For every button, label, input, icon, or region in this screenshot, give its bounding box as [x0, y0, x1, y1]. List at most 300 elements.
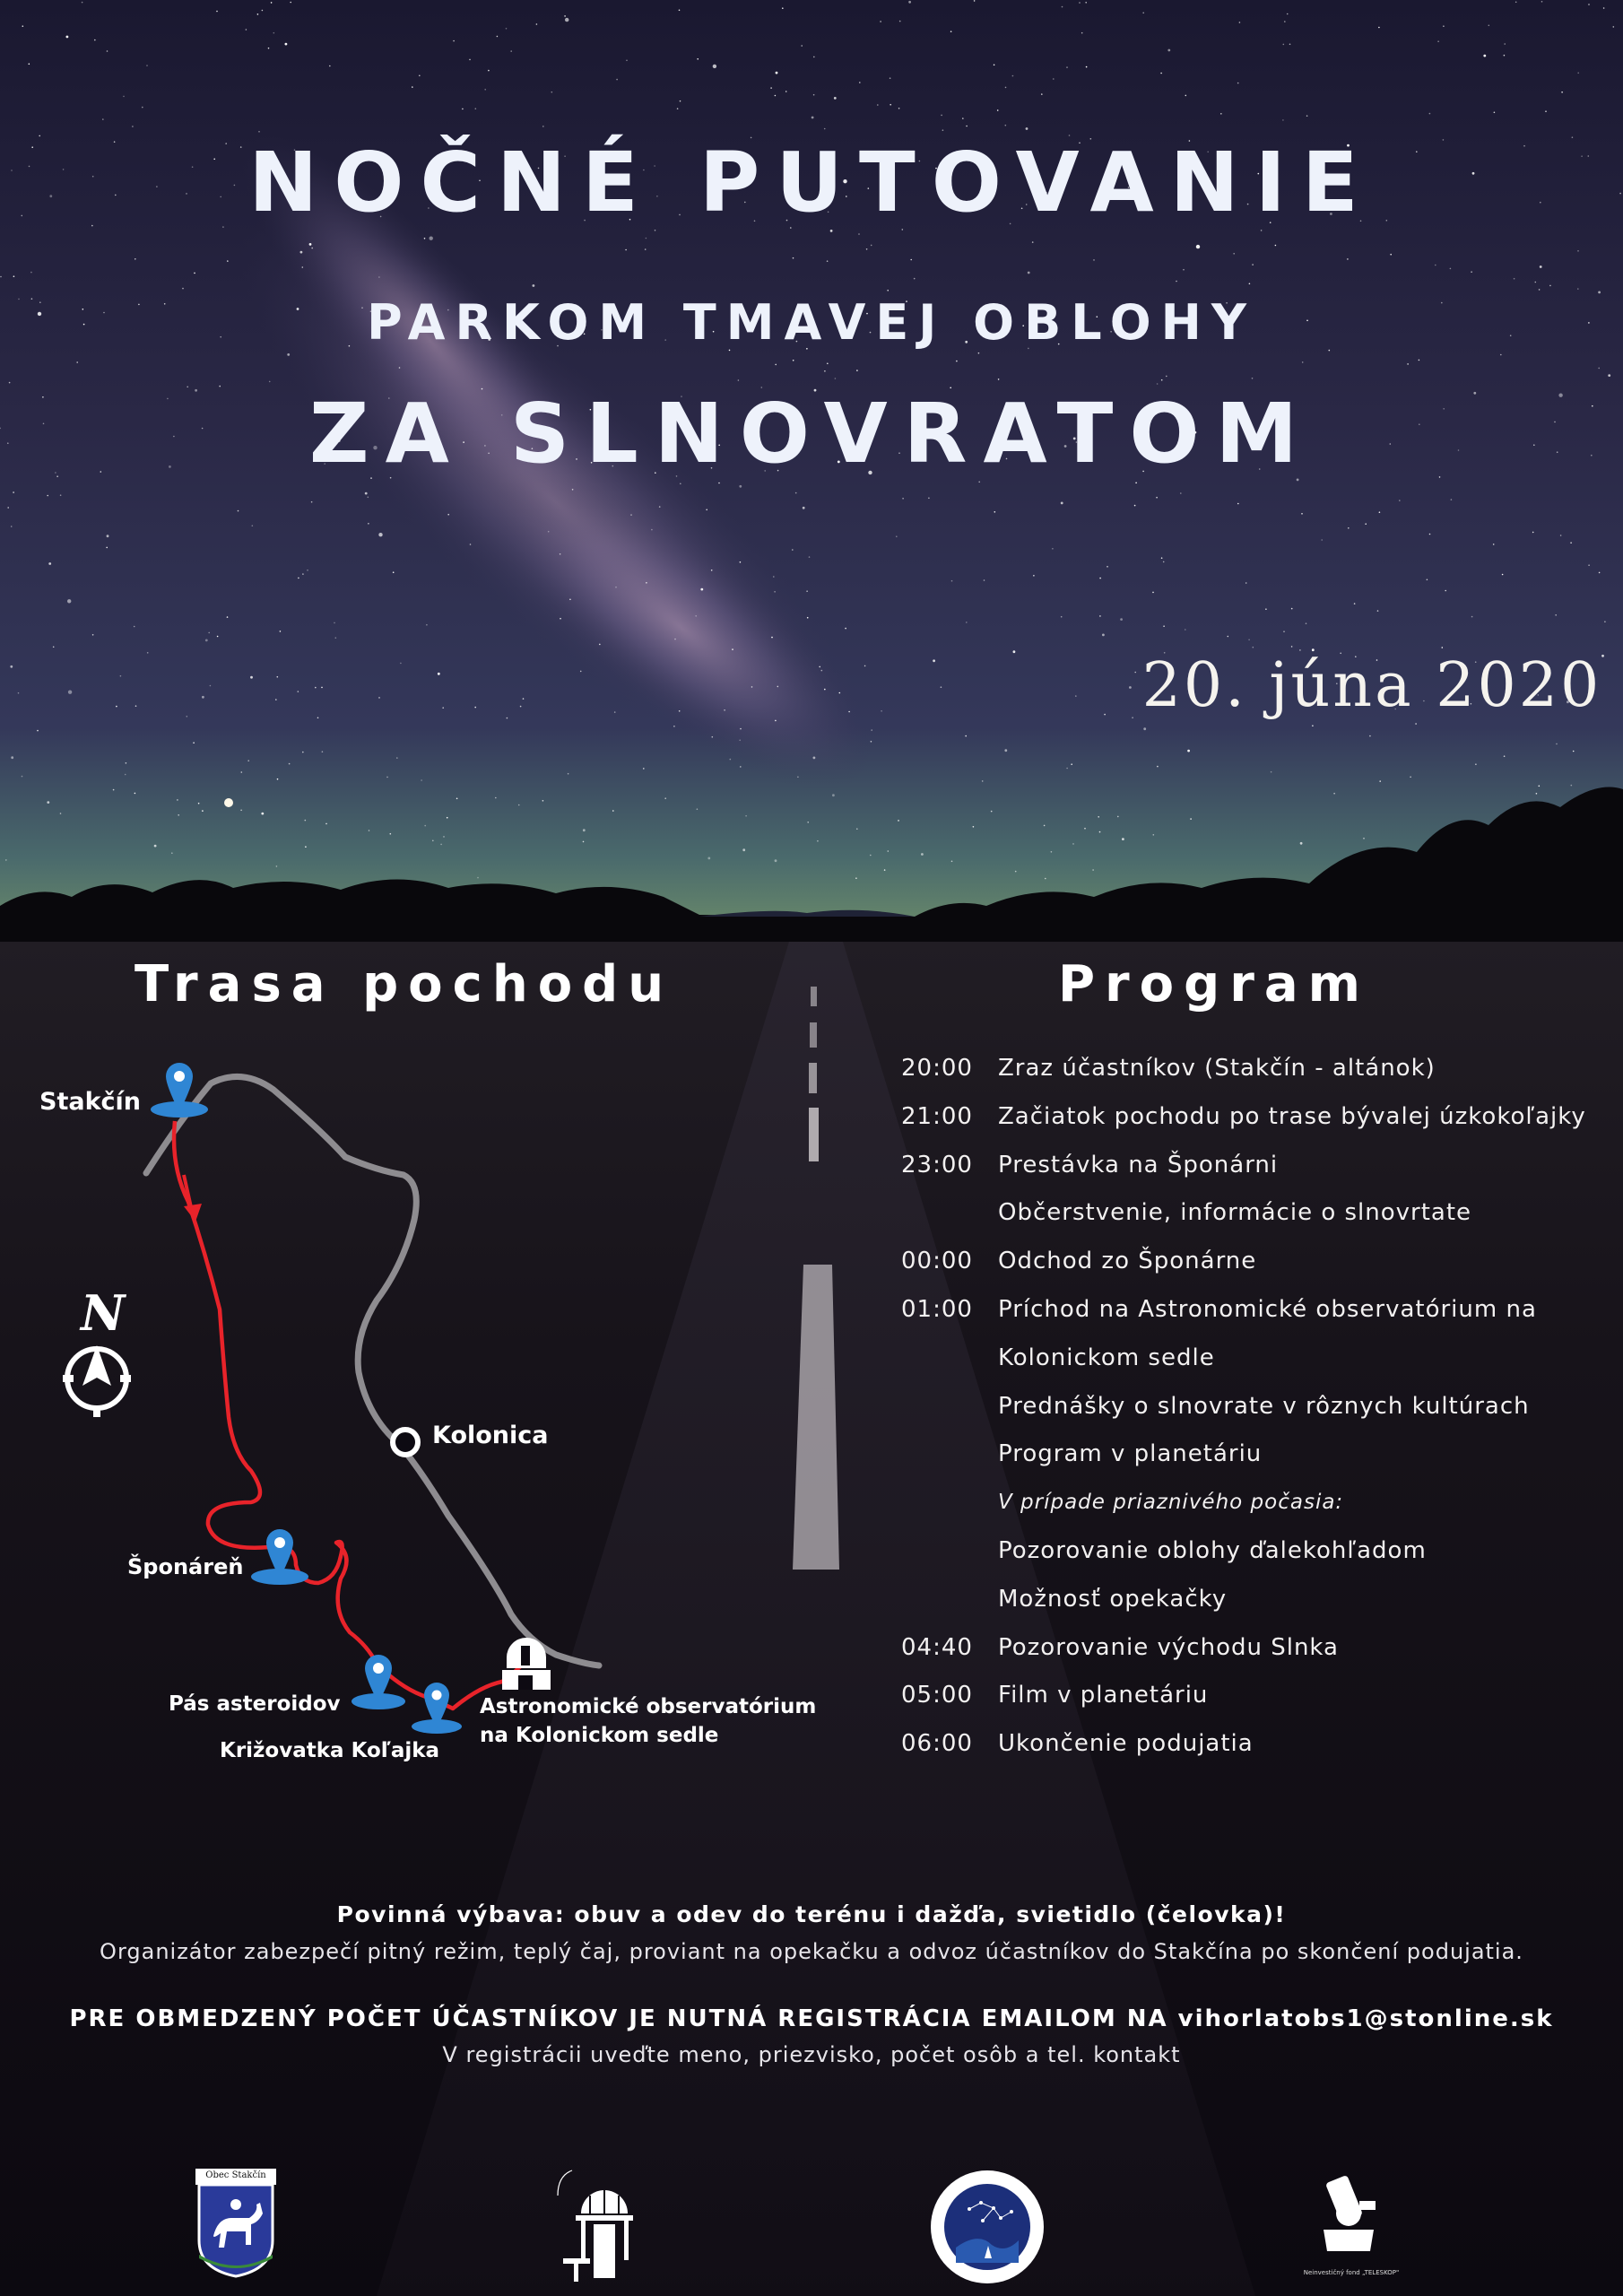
teleskop-logo-text: Neinvestičný fond „TELESKOP"	[1303, 2269, 1400, 2276]
star	[322, 751, 324, 752]
star	[1161, 379, 1163, 381]
star	[430, 237, 433, 240]
label-observatory-line1: Astronomické observatórium	[480, 1695, 817, 1718]
star	[1012, 75, 1014, 77]
star	[7, 507, 9, 509]
star	[1577, 73, 1579, 74]
star	[1033, 575, 1035, 577]
star	[795, 492, 797, 494]
program-time	[901, 1431, 998, 1479]
star	[13, 491, 14, 493]
star	[1190, 818, 1192, 820]
star	[378, 697, 380, 699]
star	[902, 498, 904, 500]
star	[1399, 500, 1401, 501]
star	[950, 30, 952, 32]
star	[60, 813, 62, 814]
star	[1427, 579, 1428, 581]
star	[1157, 383, 1159, 385]
program-row	[901, 1431, 1601, 1479]
star	[1429, 534, 1431, 535]
star	[803, 507, 805, 509]
teleskop-fund-logo	[1303, 2169, 1400, 2276]
star	[1539, 786, 1541, 787]
star	[68, 691, 72, 694]
star	[1180, 492, 1182, 494]
star	[1062, 6, 1063, 8]
star	[178, 814, 179, 816]
star	[569, 599, 571, 601]
star	[276, 865, 278, 867]
star	[998, 378, 1000, 380]
star	[1237, 503, 1239, 505]
star	[659, 506, 661, 508]
star	[258, 131, 260, 133]
star	[1471, 271, 1472, 273]
program-row	[901, 1383, 1601, 1431]
star	[67, 599, 71, 603]
star	[1072, 843, 1074, 845]
star	[1134, 505, 1136, 507]
star	[507, 718, 508, 719]
star	[440, 844, 442, 846]
star	[612, 810, 614, 812]
star	[48, 562, 51, 565]
star	[13, 275, 15, 277]
star	[1066, 66, 1068, 68]
star	[1129, 686, 1132, 689]
star	[497, 36, 499, 38]
star	[325, 823, 327, 825]
star	[1556, 744, 1558, 745]
star	[82, 2, 83, 4]
star	[290, 2, 291, 4]
star	[1312, 725, 1314, 726]
star	[1005, 125, 1007, 126]
star	[1081, 32, 1083, 34]
star	[898, 820, 899, 822]
star	[888, 850, 890, 852]
star	[400, 663, 402, 665]
star	[974, 0, 976, 2]
star	[1084, 828, 1086, 830]
star	[300, 251, 303, 254]
star	[1532, 532, 1534, 534]
star	[47, 801, 49, 804]
star	[1613, 26, 1615, 28]
program-text: Film v planetáriu	[998, 1682, 1209, 1709]
star	[1483, 55, 1486, 57]
program-text: V prípade priaznivého počasia:	[998, 1491, 1344, 1515]
star	[116, 706, 117, 708]
star	[1053, 78, 1055, 80]
star	[92, 634, 94, 636]
star	[1443, 25, 1445, 27]
star	[565, 18, 568, 22]
star	[424, 238, 426, 239]
star	[1577, 250, 1579, 252]
star	[302, 266, 304, 268]
observatory-logo	[554, 2169, 647, 2289]
star	[1185, 95, 1187, 97]
star	[412, 86, 413, 88]
star	[261, 813, 264, 815]
star	[474, 707, 476, 709]
equipment-note: Povinná výbava: obuv a odev do terénu i dažďa, svietidlo (čelovka)!	[336, 1901, 1287, 1927]
star	[1160, 73, 1162, 74]
star	[1287, 13, 1289, 15]
program-row	[901, 1045, 1601, 1093]
star	[1157, 766, 1159, 768]
star	[311, 248, 313, 249]
star	[871, 741, 872, 743]
star	[307, 570, 308, 571]
label-stakcin: Stakčín	[39, 1088, 142, 1116]
star	[568, 773, 569, 775]
program-text: Prestávka na Šponárni	[998, 1151, 1279, 1178]
star	[1598, 291, 1601, 294]
star	[941, 115, 942, 117]
star	[1252, 378, 1254, 379]
program-time: 23:00	[901, 1151, 973, 1178]
star	[1187, 750, 1190, 752]
star	[438, 673, 440, 675]
star	[1365, 523, 1367, 525]
star	[1549, 285, 1551, 287]
star	[1588, 4, 1590, 5]
star	[1369, 735, 1371, 737]
star	[677, 108, 679, 109]
sponaren-pin-icon	[251, 1529, 308, 1585]
star	[807, 617, 809, 619]
star	[268, 48, 270, 49]
star	[962, 117, 964, 119]
star	[9, 382, 11, 384]
label-observatory-line2: na Kolonickom sedle	[480, 1724, 719, 1747]
star	[583, 829, 586, 831]
star	[1379, 511, 1381, 513]
star	[37, 730, 39, 732]
star	[1608, 374, 1610, 377]
star	[580, 671, 582, 673]
star	[396, 757, 398, 759]
star	[240, 810, 242, 812]
title-line-3: ZA SLNOVRATOM	[308, 386, 1315, 482]
star	[193, 742, 195, 744]
star	[679, 710, 681, 712]
star	[616, 79, 618, 81]
star	[424, 825, 426, 827]
star	[896, 535, 898, 537]
program-text: Občerstvenie, informácie o slnovrtate	[998, 1199, 1472, 1227]
star	[839, 692, 841, 694]
star	[775, 364, 777, 366]
star	[262, 10, 264, 12]
star	[182, 288, 184, 290]
star	[1028, 272, 1030, 274]
star	[1539, 289, 1541, 291]
star	[1588, 564, 1590, 566]
star	[626, 60, 628, 62]
star	[390, 833, 392, 835]
star	[432, 840, 434, 842]
star	[419, 75, 421, 77]
star	[1041, 93, 1043, 95]
star	[1283, 44, 1285, 46]
star	[739, 485, 742, 488]
star	[60, 494, 62, 496]
star	[965, 735, 967, 737]
star	[739, 740, 741, 742]
star	[713, 65, 716, 68]
star	[646, 582, 647, 584]
star	[1300, 842, 1303, 845]
star	[775, 859, 777, 862]
star	[813, 757, 816, 760]
star	[1390, 254, 1392, 256]
star	[982, 780, 984, 782]
star	[1196, 245, 1200, 248]
star	[1166, 376, 1167, 378]
star	[997, 109, 999, 111]
star	[890, 77, 891, 79]
registration-details: V registrácii uveďte meno, priezvisko, počet osôb a tel. kontakt	[442, 2042, 1181, 2067]
star	[1410, 777, 1411, 778]
star	[1347, 258, 1349, 260]
star	[194, 273, 195, 274]
star	[1135, 483, 1137, 484]
star	[246, 29, 247, 30]
star	[1407, 363, 1409, 365]
star	[813, 57, 815, 58]
star	[125, 774, 126, 776]
star	[1153, 834, 1155, 836]
star	[250, 676, 253, 679]
star	[1561, 91, 1563, 93]
star	[773, 576, 775, 578]
star	[216, 11, 218, 13]
star	[94, 39, 96, 41]
program-time	[901, 1576, 998, 1624]
star	[827, 363, 829, 365]
program-row	[901, 1142, 1601, 1190]
star	[921, 853, 924, 856]
star	[845, 628, 846, 630]
star	[1117, 816, 1119, 818]
star	[1603, 7, 1605, 9]
star	[317, 718, 319, 719]
star	[807, 822, 809, 823]
star	[1504, 43, 1506, 45]
star	[832, 794, 835, 796]
star	[241, 771, 243, 773]
star	[991, 811, 993, 813]
star	[1435, 265, 1436, 266]
star	[227, 616, 229, 618]
star	[1442, 647, 1444, 648]
star	[520, 706, 522, 708]
star	[1045, 878, 1046, 880]
star	[548, 531, 550, 533]
star	[827, 260, 829, 262]
label-pas-asteroidov: Pás asteroidov	[169, 1692, 341, 1716]
star	[1289, 44, 1291, 46]
star	[1134, 672, 1136, 674]
star	[1071, 763, 1072, 765]
star	[711, 570, 713, 571]
star	[1228, 636, 1229, 638]
program-time: 01:00	[901, 1295, 973, 1323]
star	[285, 43, 288, 46]
star	[1271, 771, 1272, 773]
program-heading: Program	[1058, 955, 1370, 1013]
program-row	[901, 1093, 1601, 1142]
star	[1333, 793, 1335, 795]
star	[942, 129, 944, 131]
program-row	[901, 1624, 1601, 1673]
star	[700, 588, 703, 591]
star	[1052, 548, 1054, 550]
star	[456, 798, 458, 800]
star	[819, 666, 820, 668]
star	[289, 763, 291, 765]
star	[1233, 253, 1235, 255]
star	[1445, 590, 1446, 592]
star	[477, 877, 479, 879]
star	[1301, 513, 1303, 515]
star	[1093, 259, 1095, 261]
organizer-note: Organizátor zabezpečí pitný režim, teplý čaj, proviant na opekačku a odvoz účastníkov do Stakčína po skončení podujatia.	[100, 1939, 1523, 1964]
star	[135, 258, 136, 260]
star	[210, 685, 212, 687]
star	[864, 665, 866, 667]
star	[1514, 278, 1515, 280]
star	[1237, 83, 1239, 84]
star	[1051, 851, 1053, 853]
star	[495, 797, 497, 799]
star	[697, 808, 699, 810]
star	[334, 622, 335, 624]
star	[305, 820, 307, 822]
stakcin-coat-of-arms-logo	[195, 2169, 276, 2282]
star	[785, 91, 787, 92]
program-list	[901, 1045, 1601, 1769]
star	[1488, 25, 1490, 27]
star	[1185, 629, 1186, 631]
star	[899, 21, 901, 22]
stakcin-pin-icon	[151, 1063, 208, 1118]
program-time: 00:00	[901, 1248, 973, 1275]
star	[393, 571, 395, 573]
star	[1075, 695, 1077, 697]
program-time: 06:00	[901, 1730, 973, 1758]
star	[1275, 245, 1277, 247]
star	[147, 652, 149, 654]
star	[674, 639, 676, 640]
star	[848, 711, 850, 713]
star	[738, 379, 740, 381]
star	[208, 632, 210, 634]
star	[198, 803, 200, 804]
star	[469, 59, 471, 61]
star	[813, 94, 815, 96]
star	[1451, 499, 1453, 500]
program-text: Ukončenie podujatia	[998, 1730, 1254, 1758]
star	[910, 259, 912, 261]
star	[797, 777, 799, 778]
star	[880, 21, 881, 22]
star	[1515, 2, 1517, 4]
star	[302, 752, 304, 753]
star	[801, 45, 803, 47]
star	[1282, 119, 1284, 121]
star	[1291, 608, 1293, 610]
star	[793, 360, 794, 361]
star	[817, 840, 819, 842]
star	[1099, 615, 1101, 617]
star	[1163, 561, 1165, 563]
star	[776, 72, 778, 74]
star	[1085, 2, 1087, 4]
star	[202, 696, 204, 699]
star	[834, 97, 837, 100]
star	[315, 687, 317, 689]
star	[697, 58, 699, 60]
star	[298, 691, 299, 692]
star	[599, 644, 601, 646]
star	[1493, 544, 1495, 545]
star	[447, 817, 448, 819]
star	[227, 260, 229, 262]
star	[142, 107, 143, 109]
star	[560, 553, 561, 555]
star	[1161, 557, 1163, 559]
star	[66, 36, 69, 39]
star	[890, 104, 891, 106]
star	[680, 483, 681, 485]
star	[1156, 497, 1158, 499]
star	[1283, 631, 1285, 632]
star	[47, 495, 48, 497]
star	[941, 686, 942, 688]
star	[730, 759, 732, 761]
star	[302, 573, 304, 575]
star	[484, 89, 486, 91]
program-text: Kolonickom sedle	[998, 1344, 1215, 1371]
star	[695, 615, 697, 617]
program-row	[901, 1672, 1601, 1720]
program-time: 21:00	[901, 1102, 973, 1130]
star	[978, 352, 980, 354]
star	[146, 65, 148, 66]
star	[1163, 625, 1165, 627]
star	[1354, 603, 1356, 604]
star	[1079, 2, 1081, 4]
star	[1142, 13, 1144, 14]
star	[572, 489, 574, 491]
star	[298, 578, 299, 579]
star	[1099, 831, 1101, 833]
star	[1377, 610, 1379, 612]
star	[1429, 113, 1431, 115]
star	[1132, 717, 1133, 718]
star	[1061, 502, 1063, 505]
star	[0, 276, 2, 278]
star	[1599, 572, 1601, 574]
star	[247, 760, 249, 761]
star	[643, 768, 645, 770]
star	[1253, 647, 1254, 648]
